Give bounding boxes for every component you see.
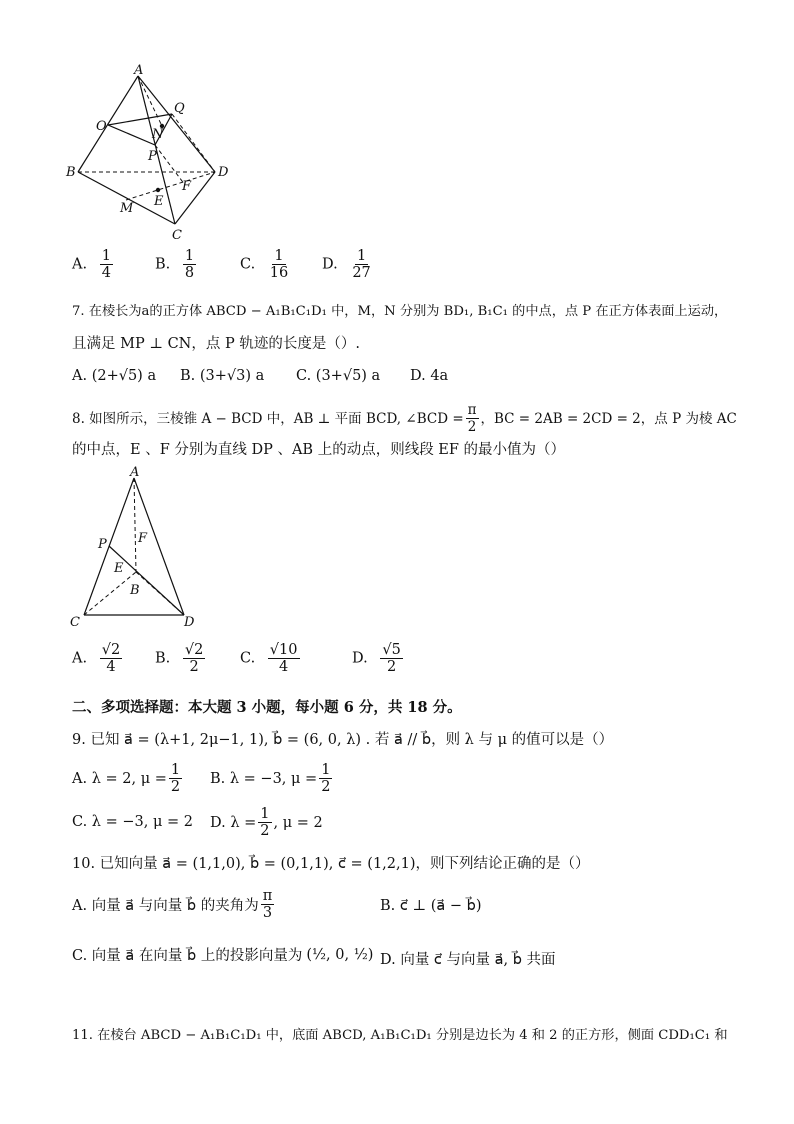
label-O: O <box>96 119 107 134</box>
segment-PF-dashed <box>155 145 185 185</box>
q10-option-d[interactable]: D. 向量 c⃗ 与向量 a⃗, b⃗ 共面 <box>380 952 556 968</box>
edge-AB-dashed <box>134 478 136 572</box>
section-heading-multiple-choice: 二、多项选择题：本大题 3 小题，每小题 6 分，共 18 分。 <box>72 699 462 716</box>
q7-option-a[interactable]: A. (2+√5) a <box>72 368 157 384</box>
label-D: D <box>184 615 195 630</box>
q8-option-c[interactable]: C. $\frac{√10}{4}$ <box>240 642 298 675</box>
q10-option-a[interactable]: A. 向量 a⃗ 与向量 b⃗ 的夹角为 $\frac{\pi}{3}$ <box>72 888 273 921</box>
q8-option-a[interactable]: A. $\frac{√2}{4}$ <box>72 642 121 675</box>
q7-option-c[interactable]: C. (3+√5) a <box>296 368 381 384</box>
q6-option-c[interactable]: C. $\frac{1}{16}$ <box>240 248 289 281</box>
label-E: E <box>114 561 124 576</box>
q9-option-c[interactable]: C. λ = −3, μ = 2 <box>72 814 193 830</box>
edge-AD <box>134 478 184 615</box>
label-A: A <box>134 63 144 78</box>
q7-stem-line2: 且满足 MP ⊥ CN，点 P 轨迹的长度是（）. <box>72 336 360 352</box>
point-E <box>156 188 160 192</box>
q7-stem-line1: 7. 在棱长为a的正方体 ABCD − A₁B₁C₁D₁ 中，M，N 分别为 BD₁, B₁C₁ 的中点，点 P 在正方体表面上运动， <box>72 304 728 319</box>
label-Q: Q <box>174 101 185 116</box>
edge-AB <box>78 76 138 172</box>
segment-OP <box>108 125 155 145</box>
q9-stem: 9. 已知 a⃗ = (λ+1, 2μ−1, 1), b⃗ = (6, 0, λ) . 若 a⃗ // b⃗，则 λ 与 μ 的值可以是（） <box>72 732 614 748</box>
label-C: C <box>172 228 182 243</box>
q8-stem-line1: 8. 如图所示，三棱锥 A − BCD 中，AB ⊥ 平面 BCD, ∠BCD = $\frac{\pi}{2}$ ，BC = 2AB = 2CD = 2，点 P 为棱 AC <box>72 402 737 435</box>
q6-option-a[interactable]: A. $\frac{1}{4}$ <box>72 248 111 281</box>
q6-option-d[interactable]: D. $\frac{1}{27}$ <box>322 248 371 281</box>
label-F: F <box>138 531 148 546</box>
q10-option-c[interactable]: C. 向量 a⃗ 在向量 b⃗ 上的投影向量为 (½, 0, ½) <box>72 946 374 964</box>
label-C: C <box>70 615 80 630</box>
pyramid-figure-1 <box>60 60 240 245</box>
pyramid-figure-2 <box>64 460 214 630</box>
label-P: P <box>98 537 107 552</box>
label-B: B <box>66 165 76 180</box>
label-N: N <box>152 127 164 142</box>
segment-OQ <box>108 114 172 125</box>
q10-option-b[interactable]: B. c⃗ ⊥ (a⃗ − b⃗) <box>380 898 482 914</box>
label-P: P <box>148 149 157 164</box>
q8-option-b[interactable]: B. $\frac{√2}{2}$ <box>155 642 204 675</box>
q11-stem-line1: 11. 在棱台 ABCD − A₁B₁C₁D₁ 中，底面 ABCD, A₁B₁C₁D₁ 分别是边长为 4 和 2 的正方形，侧面 CDD₁C₁ 和 <box>72 1028 728 1043</box>
q9-option-a[interactable]: A. λ = 2, μ = $\frac{1}{2}$ <box>72 762 181 795</box>
label-D: D <box>218 165 229 180</box>
q8-stem-line2: 的中点，E 、F 分别为直线 DP 、AB 上的动点，则线段 EF 的最小值为（） <box>72 442 566 458</box>
label-A: A <box>130 465 140 480</box>
q7-option-d[interactable]: D. 4a <box>410 368 449 384</box>
segment-MD-dashed <box>126 172 215 200</box>
label-F: F <box>182 179 192 194</box>
label-E: E <box>154 194 164 209</box>
q9-option-b[interactable]: B. λ = −3, μ = $\frac{1}{2}$ <box>210 762 331 795</box>
q7-option-b[interactable]: B. (3+√3) a <box>180 368 265 384</box>
q9-option-d[interactable]: D. λ = $\frac{1}{2}$ , μ = 2 <box>210 806 323 839</box>
q8-option-d[interactable]: D. $\frac{√5}{2}$ <box>352 642 401 675</box>
label-M: M <box>120 201 134 216</box>
q10-stem: 10. 已知向量 a⃗ = (1,1,0), b⃗ = (0,1,1), c⃗ = (1,2,1)，则下列结论正确的是（） <box>72 856 590 872</box>
label-B: B <box>130 583 140 598</box>
q6-option-b[interactable]: B. $\frac{1}{8}$ <box>155 248 195 281</box>
